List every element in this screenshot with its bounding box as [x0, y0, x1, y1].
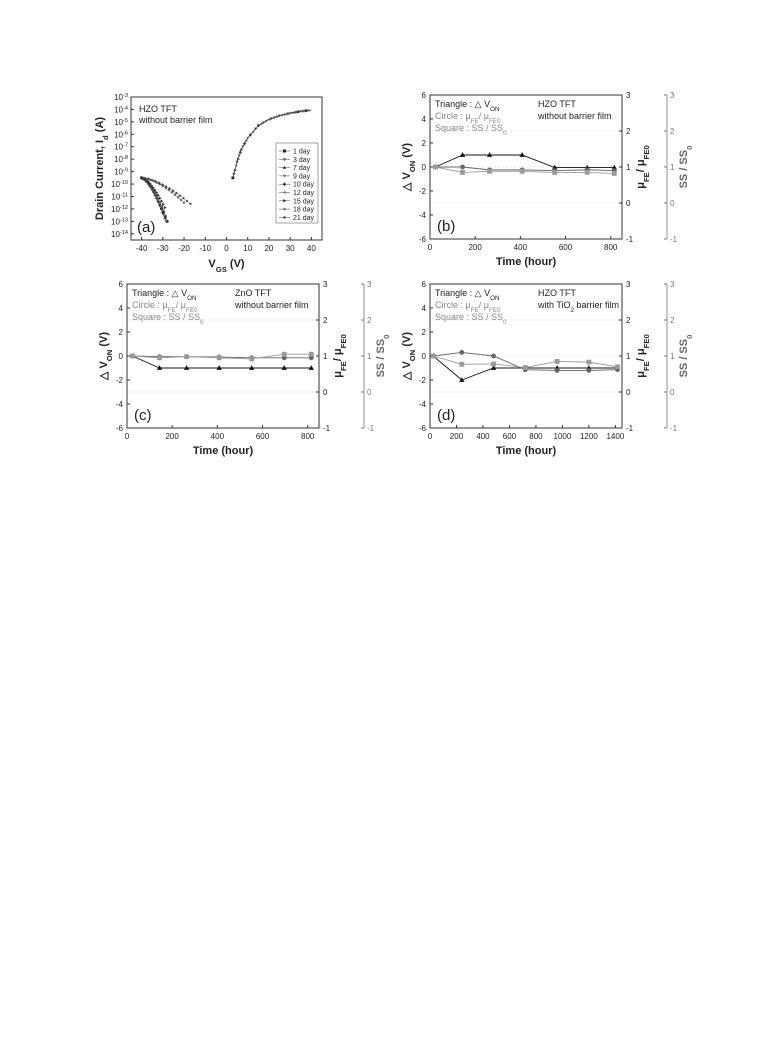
data-point-square-d — [615, 364, 620, 369]
y-tick-label-b: -2 — [418, 187, 426, 196]
y-tick-label-b: -6 — [418, 235, 426, 244]
y2-tick-label-c: 0 — [323, 388, 328, 397]
y-tick-label-d: 6 — [421, 280, 426, 289]
data-point-triangle-c — [217, 365, 222, 370]
legend-label-a: 7 day — [293, 165, 311, 173]
x-tick-label-b: 200 — [468, 243, 482, 252]
series-9-day-a — [140, 177, 165, 217]
legend-label-a: 3 day — [293, 156, 311, 164]
data-point-square-d — [523, 365, 528, 370]
data-point-circle-b — [460, 165, 465, 170]
panel-label-c: (c) — [134, 407, 152, 424]
y-tick-label-a: $10^{-6}$ — [114, 130, 128, 140]
data-point-square-b — [552, 170, 557, 175]
y-tick-label-d: 2 — [421, 328, 426, 337]
y2-tick-label-b: 3 — [626, 91, 631, 100]
data-point-square-b — [612, 171, 617, 176]
y-tick-label-c: 0 — [118, 352, 123, 361]
y-tick-label-c: -6 — [115, 424, 123, 433]
legend-label-a: 18 day — [293, 206, 315, 214]
data-point-triangle-c — [184, 365, 189, 370]
y-tick-label-c: -4 — [115, 400, 123, 409]
device-annotation-b: without barrier film — [538, 111, 612, 121]
y2-tick-label-c: 1 — [323, 352, 328, 361]
legend-label-a: 12 day — [293, 190, 315, 197]
device-annotation-c: without barrier film — [235, 300, 309, 310]
data-point-square-b — [487, 169, 492, 174]
y-tick-label-c: 2 — [118, 328, 123, 337]
x-tick-label-a: -40 — [135, 244, 148, 253]
data-point-square-c — [130, 354, 135, 359]
x-tick-label-d: 1000 — [553, 432, 572, 441]
legend-label-a: 10 day — [293, 181, 315, 189]
data-point-square-c — [249, 356, 254, 361]
y-axis-label-b: △ $V_{ON}$ (V) — [401, 142, 417, 192]
x-tick-label-c: 0 — [124, 432, 130, 441]
y-tick-label-b: 2 — [421, 139, 426, 148]
y-tick-label-a: $10^{-10}$ — [111, 180, 128, 190]
y2-tick-label-d: -1 — [626, 424, 634, 433]
y3-axis-label-d: SS / $SS_0$ — [678, 334, 694, 378]
y-tick-label-d: -2 — [418, 376, 426, 385]
y-tick-label-d: 0 — [421, 352, 426, 361]
y2-axis-label-c: $\mu_{FE}/$ $\mu_{FE0}$ — [332, 334, 348, 378]
data-point-triangle-b — [487, 152, 492, 157]
x-tick-label-c: 200 — [165, 432, 179, 441]
legend-text-square-d: Square : SS / $SS_0$ — [435, 312, 507, 326]
x-tick-label-d: 1400 — [606, 432, 625, 441]
legend-label-a: 9 day — [293, 173, 311, 181]
legend-marker-a — [283, 150, 286, 153]
y2-tick-label-d: 1 — [626, 352, 631, 361]
y3-tick-label-b: 0 — [670, 199, 675, 208]
data-point-a — [165, 219, 168, 222]
y2-tick-label-c: 3 — [323, 280, 328, 289]
x-tick-label-b: 800 — [604, 243, 618, 252]
y-tick-label-a: $10^{-7}$ — [114, 142, 128, 152]
y-tick-label-a: $10^{-4}$ — [114, 105, 128, 115]
x-tick-label-d: 1200 — [579, 432, 598, 441]
legend-text-circle-b: Circle : $\mu_{FE}/$ $\mu_{FE0}$ — [435, 111, 501, 125]
y-tick-label-b: 4 — [421, 115, 426, 124]
y-tick-label-c: -2 — [115, 376, 123, 385]
data-point-triangle-b — [460, 152, 465, 157]
x-tick-label-a: 30 — [285, 244, 295, 253]
y-axis-label-a: Drain Current, $I_d$ (A) — [94, 116, 110, 221]
y2-tick-label-b: 1 — [626, 163, 631, 172]
x-axis-label-a: $V_{GS}$ (V) — [208, 258, 245, 274]
series-12-day-a — [140, 176, 164, 211]
data-point-square-b — [585, 170, 590, 175]
data-point-square-c — [157, 355, 162, 360]
y-tick-label-a: $10^{-9}$ — [114, 167, 128, 177]
y2-axis-label-d: $\mu_{FE}/$ $\mu_{FE0}$ — [635, 334, 651, 378]
y3-tick-label-d: 3 — [670, 280, 675, 289]
y2-tick-label-b: 2 — [626, 127, 631, 136]
data-point-square-c — [184, 354, 189, 359]
y-tick-label-a: $10^{-12}$ — [111, 204, 128, 214]
data-point-square-c — [217, 355, 222, 360]
y-tick-label-a: $10^{-13}$ — [111, 217, 128, 227]
y2-tick-label-d: 0 — [626, 388, 631, 397]
y-tick-label-b: 6 — [421, 91, 426, 100]
y3-tick-label-c: 1 — [367, 352, 372, 361]
device-annotation-d: HZO TFT — [538, 288, 576, 298]
y3-tick-label-d: 0 — [670, 388, 675, 397]
data-point-circle-d — [555, 368, 560, 373]
x-tick-label-b: 600 — [558, 243, 573, 252]
x-tick-label-d: 800 — [529, 432, 543, 441]
data-point-square-d — [586, 360, 591, 365]
x-axis-label-c: Time (hour) — [192, 445, 254, 457]
x-tick-label-d: 0 — [427, 432, 433, 441]
data-point-square-d — [491, 362, 496, 367]
y2-tick-label-b: -1 — [626, 235, 634, 244]
panel-label-d: (d) — [437, 407, 456, 424]
x-tick-label-a: 20 — [264, 244, 274, 253]
legend-text-circle-d: Circle : $\mu_{FE}/$ $\mu_{FE0}$ — [435, 300, 501, 314]
y-tick-label-a: $10^{-11}$ — [111, 192, 128, 202]
y2-tick-label-b: 0 — [626, 199, 631, 208]
y3-axis-label-c: SS / $SS_0$ — [375, 334, 391, 378]
data-point-triangle-c — [282, 365, 287, 370]
y2-tick-label-d: 2 — [626, 316, 631, 325]
series-square-c — [130, 352, 314, 361]
x-tick-label-b: 0 — [427, 243, 433, 252]
x-tick-label-a: -10 — [199, 244, 212, 253]
y-tick-label-a: $10^{-5}$ — [114, 117, 128, 127]
series-10-day-a — [140, 176, 164, 214]
data-point-triangle-b — [520, 152, 525, 157]
y-tick-label-c: 4 — [118, 304, 123, 313]
x-tick-label-d: 200 — [449, 432, 464, 441]
y-tick-label-d: 4 — [421, 304, 426, 313]
device-annotation-b: HZO TFT — [538, 99, 576, 109]
y-tick-label-a: $10^{-3}$ — [114, 93, 128, 102]
y3-tick-label-b: 2 — [670, 127, 675, 136]
y-tick-label-d: -4 — [418, 400, 426, 409]
y-tick-label-a: $10^{-8}$ — [114, 155, 128, 165]
y-tick-label-c: 6 — [118, 280, 123, 289]
data-point-triangle-c — [249, 365, 254, 370]
data-point-square-d — [555, 359, 560, 364]
panel-label-a: (a) — [137, 219, 156, 236]
y3-tick-label-c: 2 — [367, 316, 372, 325]
x-tick-label-a: 40 — [306, 244, 316, 253]
data-point-square-b — [520, 169, 525, 174]
x-tick-label-a: 0 — [224, 244, 229, 253]
x-tick-label-a: 10 — [243, 244, 253, 253]
y-tick-label-d: -6 — [418, 424, 426, 433]
y2-tick-label-c: 2 — [323, 316, 328, 325]
device-annotation-a: HZO TFT — [139, 104, 177, 114]
y3-axis-label-b: SS / $SS_0$ — [678, 145, 694, 189]
device-annotation-d: with TiO$_2$ barrier film — [538, 300, 620, 314]
data-point-square-b — [460, 170, 465, 175]
y2-tick-label-c: -1 — [323, 424, 331, 433]
y3-tick-label-c: 3 — [367, 280, 372, 289]
y2-axis-label-b: $\mu_{FE}/$ $\mu_{FE0}$ — [635, 145, 651, 189]
y-axis-label-c: △ $V_{ON}$ (V) — [98, 331, 114, 381]
legend-text-triangle-c: Triangle : △ $V_{ON}$ — [132, 288, 197, 302]
data-point-square-d — [431, 354, 436, 359]
y-tick-label-b: -4 — [418, 211, 426, 220]
legend-label-a: 15 day — [293, 198, 315, 206]
legend-text-circle-c: Circle : $\mu_{FE}/$ $\mu_{FE0}$ — [132, 300, 198, 314]
y3-tick-label-d: 2 — [670, 316, 675, 325]
y-tick-label-b: 0 — [421, 163, 426, 172]
data-point-square-c — [282, 352, 287, 357]
x-tick-label-d: 400 — [476, 432, 490, 441]
legend-label-a: 21 day — [293, 214, 315, 222]
x-tick-label-c: 800 — [301, 432, 315, 441]
x-tick-label-b: 400 — [513, 243, 528, 252]
x-tick-label-d: 600 — [502, 432, 517, 441]
data-point-circle-d — [491, 354, 496, 359]
y-tick-label-a: $10^{-14}$ — [111, 229, 128, 239]
y3-tick-label-c: -1 — [367, 424, 375, 433]
x-axis-label-d: Time (hour) — [495, 445, 557, 457]
legend-text-square-c: Square : SS / $SS_0$ — [132, 312, 204, 326]
legend-text-triangle-b: Triangle : △ $V_{ON}$ — [435, 99, 500, 113]
y3-tick-label-d: 1 — [670, 352, 675, 361]
y-axis-label-d: △ $V_{ON}$ (V) — [401, 331, 417, 381]
data-point-circle-d — [586, 368, 591, 373]
panel-label-b: (b) — [437, 218, 456, 235]
x-tick-label-a: -20 — [178, 244, 190, 253]
x-tick-label-a: -30 — [157, 244, 169, 253]
device-annotation-a: without barrier film — [139, 115, 213, 125]
y3-tick-label-c: 0 — [367, 388, 372, 397]
legend-label-a: 1 day — [293, 148, 311, 156]
x-tick-label-c: 600 — [255, 432, 270, 441]
device-annotation-c: ZnO TFT — [235, 288, 272, 298]
y3-tick-label-b: -1 — [670, 235, 678, 244]
x-tick-label-c: 400 — [210, 432, 225, 441]
data-point-circle-d — [459, 350, 464, 355]
y2-tick-label-d: 3 — [626, 280, 631, 289]
data-point-square-d — [459, 362, 464, 367]
y3-tick-label-b: 1 — [670, 163, 675, 172]
x-axis-label-b: Time (hour) — [495, 256, 557, 268]
legend-text-triangle-d: Triangle : △ $V_{ON}$ — [435, 288, 500, 302]
y3-tick-label-d: -1 — [670, 424, 678, 433]
y3-tick-label-b: 3 — [670, 91, 675, 100]
data-point-square-b — [433, 165, 438, 170]
data-point-triangle-c — [309, 365, 314, 370]
legend-marker-a — [283, 158, 286, 161]
legend-text-square-b: Square : SS / $SS_0$ — [435, 123, 507, 137]
data-point-square-c — [309, 352, 314, 357]
